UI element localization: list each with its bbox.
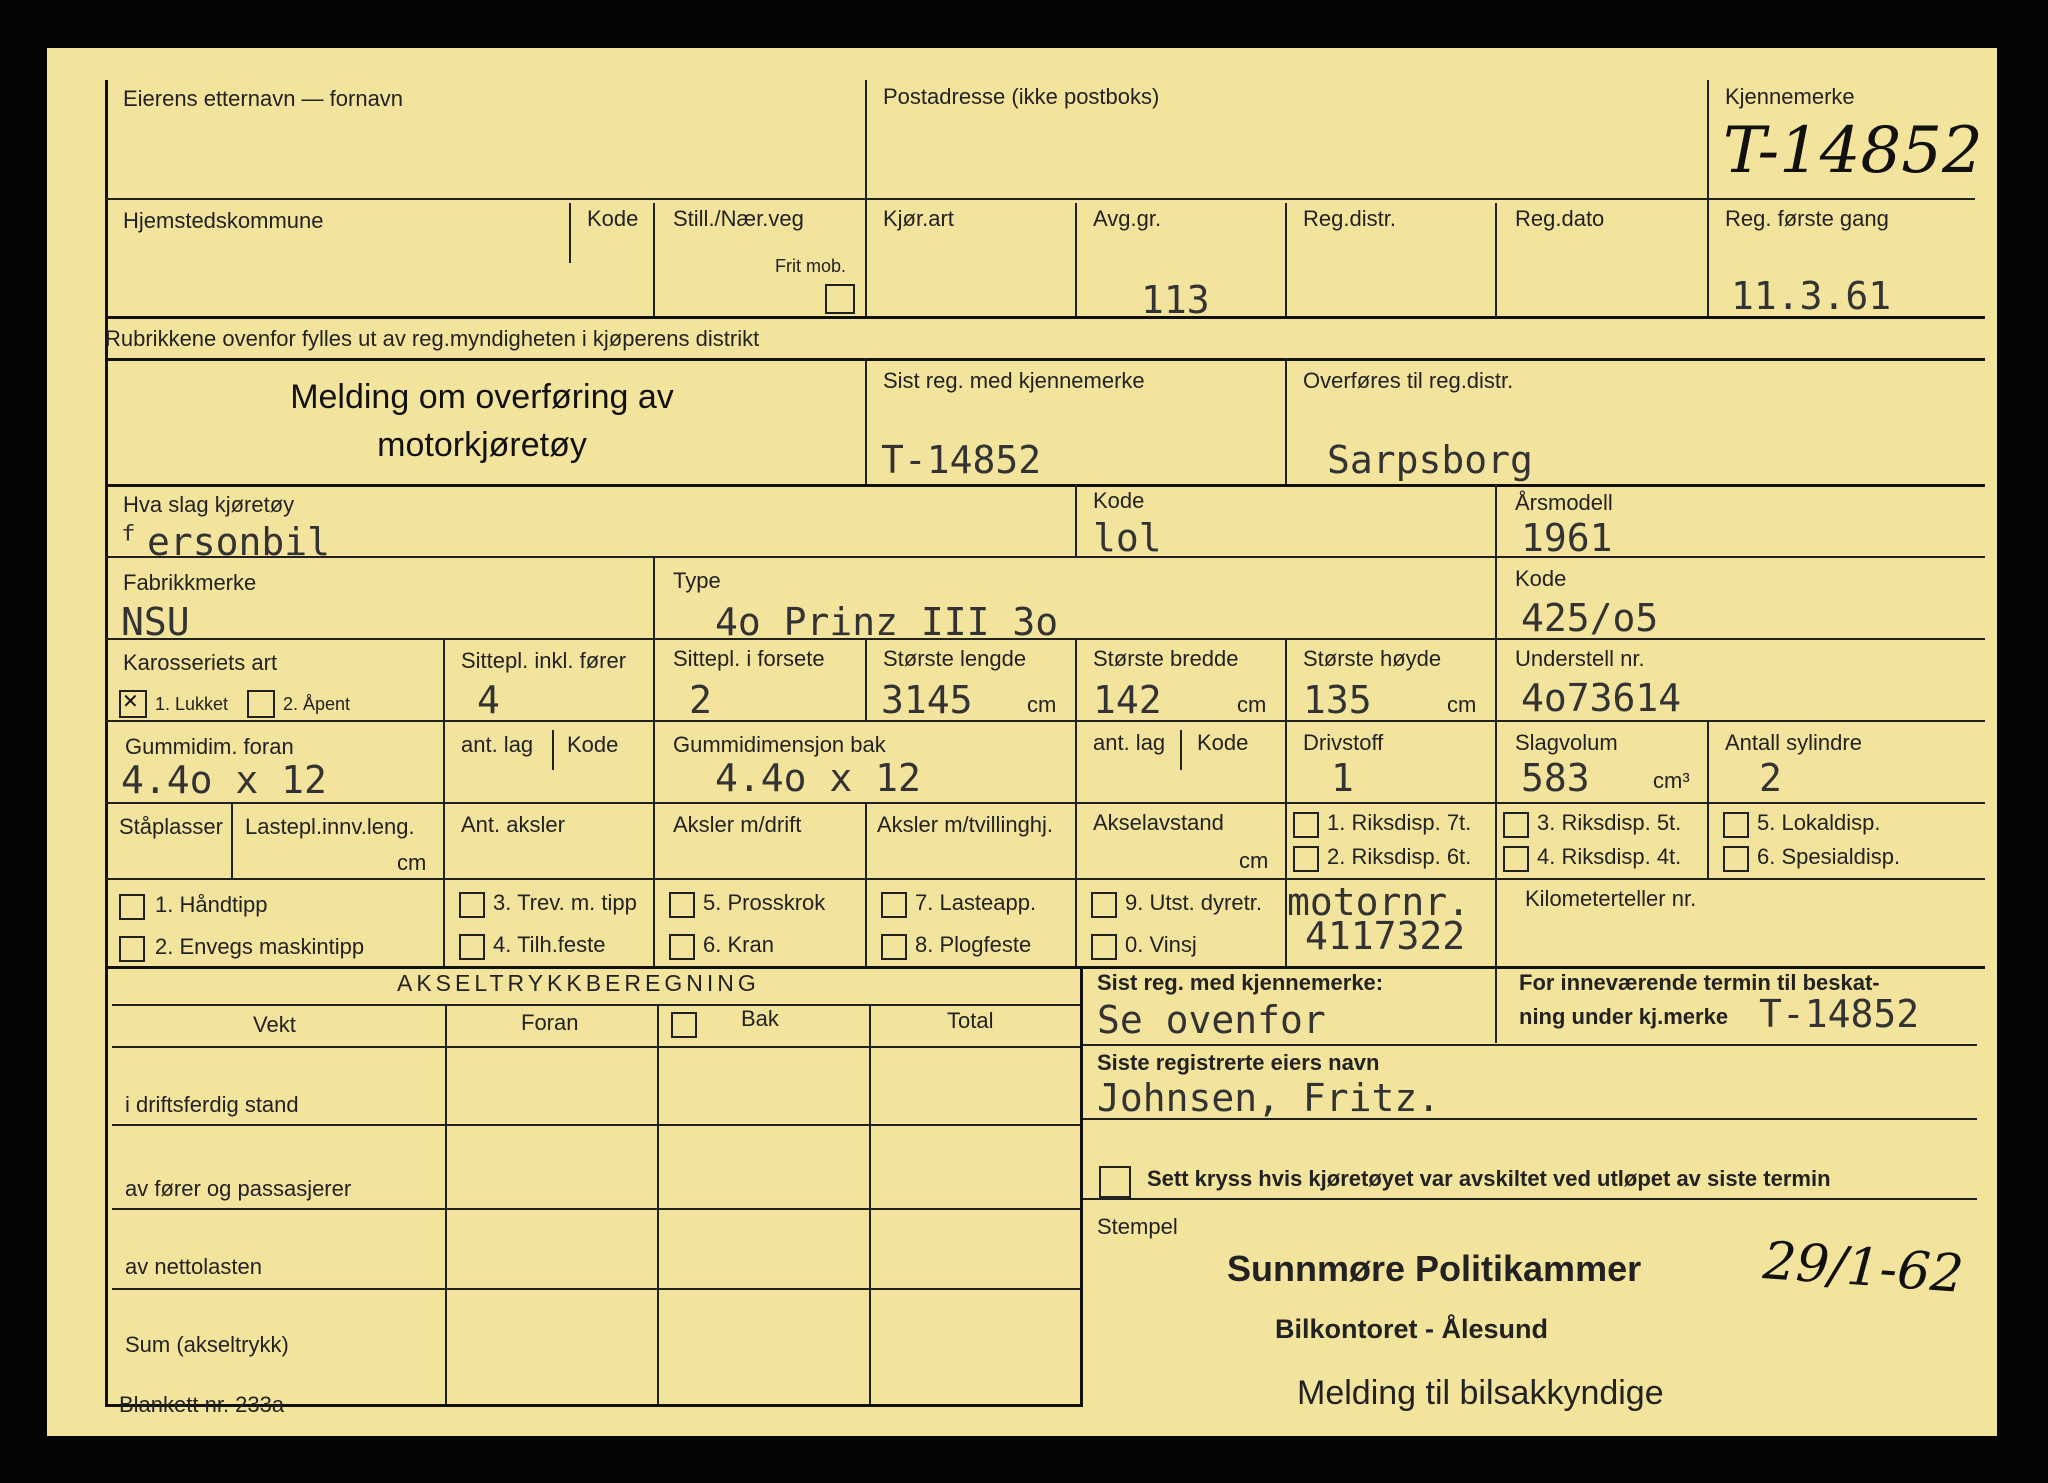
- divider: [443, 802, 445, 878]
- divider: [653, 203, 655, 316]
- total-header: Total: [947, 1008, 994, 1033]
- divider: [865, 638, 867, 720]
- rear-tire-value: 4.4o x 12: [715, 756, 921, 800]
- tax-group-label: Avg.gr.: [1093, 206, 1162, 231]
- divider: [231, 802, 233, 878]
- kran-label: 6. Kran: [703, 932, 774, 957]
- utst-dyretr-checkbox[interactable]: [1091, 892, 1117, 918]
- divider: [1075, 484, 1077, 556]
- instructions-note: Rubrikkene ovenfor fylles ut av reg.myndigheten i kjøperens distrikt: [105, 326, 760, 351]
- frit-mob-label: Frit mob.: [775, 256, 847, 276]
- divider: [112, 1124, 1080, 1126]
- plogfeste-label: 8. Plogfeste: [915, 932, 1032, 957]
- last-owner-label: Siste registrerte eiers navn: [1097, 1050, 1380, 1075]
- cylinders-value: 2: [1759, 756, 1782, 800]
- divider: [569, 203, 571, 263]
- closed-body-label: 1. Lukket: [155, 694, 229, 714]
- lasteapp-label: 7. Lasteapp.: [915, 890, 1037, 915]
- driven-axles-label: Aksler m/drift: [673, 812, 802, 837]
- divider: [105, 484, 1985, 487]
- odometer-label: Kilometerteller nr.: [1525, 886, 1697, 911]
- position-label: Still./Nær.veg: [673, 206, 804, 231]
- fuel-label: Drivstoff: [1303, 730, 1384, 755]
- divider: [105, 966, 1985, 969]
- envegs-maskintipp-label: 2. Envegs maskintipp: [155, 934, 365, 959]
- height-label: Største høyde: [1303, 646, 1442, 671]
- divider: [657, 1006, 659, 1404]
- municipality-code-label: Kode: [587, 206, 639, 231]
- stamp-label: Stempel: [1097, 1214, 1178, 1239]
- divider: [865, 358, 867, 484]
- divider: [105, 556, 1985, 558]
- divider: [653, 802, 655, 878]
- type-code-label: Kode: [1515, 566, 1567, 591]
- divider: [653, 638, 655, 720]
- motor-number-label: motornr.: [1287, 880, 1471, 924]
- divider: [105, 878, 1985, 880]
- divider: [1495, 720, 1497, 802]
- seats-label: Sittepl. inkl. fører: [461, 648, 627, 673]
- divider: [1083, 1044, 1977, 1046]
- divider: [1075, 802, 1077, 878]
- chassis-label: Understell nr.: [1515, 646, 1645, 671]
- load-length-label: Lastepl.innv.leng.: [245, 814, 415, 839]
- rear-ant-lag-label: ant. lag: [1093, 730, 1166, 755]
- divider: [105, 316, 1985, 319]
- divider: [653, 720, 655, 802]
- envegs-maskintipp-checkbox[interactable]: [119, 936, 145, 962]
- divider: [653, 556, 655, 638]
- tilh-feste-label: 4. Tilh.feste: [493, 932, 606, 957]
- front-tire-value: 4.4o x 12: [121, 758, 327, 802]
- vehicle-kind-code-value: lol: [1093, 516, 1162, 560]
- divider: [105, 802, 1985, 804]
- divider: [1707, 80, 1709, 316]
- divider: [1707, 802, 1709, 878]
- load-length-unit: cm: [397, 850, 427, 875]
- divider: [865, 802, 867, 878]
- divider: [1075, 720, 1077, 802]
- reg-mark-label: Kjennemerke: [1725, 84, 1855, 109]
- trev-tipp-checkbox[interactable]: [459, 892, 485, 918]
- riksdisp-7t-label: 1. Riksdisp. 7t.: [1327, 810, 1472, 835]
- left-border: [105, 80, 108, 993]
- divider: [1285, 203, 1287, 316]
- vehicle-kind-prefix: ᶠ: [117, 518, 140, 562]
- tax-term-value: T-14852: [1759, 992, 1920, 1036]
- transfer-to-label: Overføres til reg.distr.: [1303, 368, 1514, 393]
- model-year-label: Årsmodell: [1515, 490, 1613, 515]
- front-seats-value: 2: [689, 678, 712, 722]
- reg-mark-handwritten: T-14852: [1723, 114, 1983, 188]
- vinsj-checkbox[interactable]: [1091, 934, 1117, 960]
- front-tire-code-label: Kode: [567, 732, 619, 757]
- tax-term-label-line1: For inneværende termin til beskat-: [1519, 970, 1880, 995]
- reg-district-label: Reg.distr.: [1303, 206, 1396, 231]
- divider: [105, 358, 1985, 361]
- divider: [112, 1046, 1080, 1048]
- riksdisp-6t-label: 2. Riksdisp. 6t.: [1327, 844, 1472, 869]
- vehicle-kind-value: ersonbil: [147, 520, 331, 564]
- front-seats-label: Sittepl. i forsete: [673, 646, 825, 671]
- form-title-line1: Melding om overføring av: [290, 378, 674, 416]
- divider: [865, 878, 867, 966]
- drive-type-label: Kjør.art: [883, 206, 954, 231]
- last-reg-mark2-value: Se ovenfor: [1097, 998, 1326, 1042]
- model-year-value: 1961: [1521, 516, 1613, 560]
- axle-load-title: AKSELTRYKKBEREGNING: [397, 970, 760, 996]
- handtipp-checkbox[interactable]: [119, 894, 145, 920]
- divider: [443, 878, 445, 966]
- divider: [443, 638, 445, 720]
- length-label: Største lengde: [883, 646, 1027, 671]
- twin-axles-label: Aksler m/tvillinghj.: [877, 812, 1054, 837]
- wheelbase-unit: cm: [1239, 848, 1269, 873]
- first-reg-value: 11.3.61: [1731, 274, 1892, 318]
- home-municipality-label: Hjemstedskommune: [123, 208, 324, 233]
- divider: [1075, 203, 1077, 316]
- divider: [1495, 203, 1497, 316]
- open-body-label: 2. Åpent: [283, 694, 351, 714]
- riksdisp-6t-checkbox[interactable]: [1293, 846, 1319, 872]
- fuel-value: 1: [1331, 756, 1354, 800]
- divider: [552, 730, 554, 770]
- deregistered-checkbox[interactable]: [1099, 1166, 1131, 1198]
- owner-name-label: Eierens etternavn — fornavn: [123, 86, 404, 111]
- displacement-value: 583: [1521, 756, 1590, 800]
- make-label: Fabrikkmerke: [123, 570, 257, 595]
- utst-dyretr-label: 9. Utst. dyretr.: [1125, 890, 1262, 915]
- divider: [105, 720, 1985, 722]
- lasteapp-checkbox[interactable]: [881, 892, 907, 918]
- spesialdisp-checkbox[interactable]: [1723, 846, 1749, 872]
- riksdisp-7t-checkbox[interactable]: [1293, 812, 1319, 838]
- first-reg-label: Reg. første gang: [1725, 206, 1889, 231]
- body-type-label: Karosseriets art: [123, 650, 278, 675]
- length-unit: cm: [1027, 692, 1057, 717]
- handtipp-label: 1. Håndtipp: [155, 892, 268, 917]
- type-value: 4o Prinz III 3o: [715, 600, 1059, 644]
- standing-label: Ståplasser: [119, 814, 223, 839]
- displacement-label: Slagvolum: [1515, 730, 1618, 755]
- stamp-line1: Sunnmøre Politikammer: [1227, 1248, 1642, 1289]
- riksdisp-5t-label: 3. Riksdisp. 5t.: [1537, 810, 1682, 835]
- divider: [1495, 968, 1497, 1043]
- divider: [443, 720, 445, 802]
- prosskrok-label: 5. Prosskrok: [703, 890, 826, 915]
- divider: [1075, 878, 1077, 966]
- width-unit: cm: [1237, 692, 1267, 717]
- table-row-label: i driftsferdig stand: [125, 1092, 299, 1117]
- front-tire-label: Gummidim. foran: [125, 734, 294, 759]
- kran-checkbox[interactable]: [669, 934, 695, 960]
- stamp-line2: Bilkontoret - Ålesund: [1275, 1314, 1549, 1344]
- divider: [1495, 878, 1497, 966]
- divider: [1495, 802, 1497, 878]
- cylinders-label: Antall sylindre: [1725, 730, 1862, 755]
- transfer-to-value: Sarpsborg: [1327, 438, 1533, 482]
- length-value: 3145: [881, 678, 973, 722]
- riksdisp-4t-label: 4. Riksdisp. 4t.: [1537, 844, 1682, 869]
- spesialdisp-label: 6. Spesialdisp.: [1757, 844, 1901, 869]
- type-code-value: 425/o5: [1521, 596, 1659, 640]
- plogfeste-checkbox[interactable]: [881, 934, 907, 960]
- lokaldisp-label: 5. Lokaldisp.: [1757, 810, 1881, 835]
- height-value: 135: [1303, 678, 1372, 722]
- divider: [1285, 638, 1287, 720]
- last-owner-value: Johnsen, Fritz.: [1097, 1076, 1441, 1120]
- divider: [112, 1004, 1080, 1006]
- tilh-feste-checkbox[interactable]: [459, 934, 485, 960]
- divider: [653, 878, 655, 966]
- front-ant-lag-label: ant. lag: [461, 732, 534, 757]
- last-reg-mark-value: T-14852: [881, 438, 1042, 482]
- vehicle-kind-code-label: Kode: [1093, 488, 1145, 513]
- divider: [1707, 720, 1709, 802]
- riksdisp-5t-checkbox[interactable]: [1503, 812, 1529, 838]
- tax-group-value: 113: [1141, 278, 1210, 322]
- frit-mob-checkbox[interactable]: [825, 284, 855, 314]
- front-header: Foran: [521, 1010, 579, 1035]
- divider: [1495, 484, 1497, 638]
- vinsj-label: 0. Vinsj: [1125, 932, 1197, 957]
- wheelbase-label: Akselavstand: [1093, 810, 1224, 835]
- form-number: Blankett nr. 233a: [119, 1392, 285, 1417]
- reg-date-label: Reg.dato: [1515, 206, 1605, 231]
- prosskrok-checkbox[interactable]: [669, 892, 695, 918]
- postal-address-label: Postadresse (ikke postboks): [883, 84, 1160, 109]
- deregistered-label: Sett kryss hvis kjøretøyet var avskiltet ved utløpet av siste termin: [1147, 1166, 1831, 1191]
- trev-tipp-label: 3. Trev. m. tipp: [493, 890, 637, 915]
- divider: [1495, 638, 1497, 720]
- lokaldisp-checkbox[interactable]: [1723, 812, 1749, 838]
- divider: [1083, 1198, 1977, 1200]
- tax-term-label-line2: ning under kj.merke: [1519, 1004, 1729, 1029]
- divider: [1285, 802, 1287, 878]
- divider: [865, 80, 867, 316]
- rear-header: Bak: [741, 1006, 779, 1031]
- riksdisp-4t-checkbox[interactable]: [1503, 846, 1529, 872]
- vehicle-kind-label: Hva slag kjøretøy: [123, 492, 295, 517]
- num-axles-label: Ant. aksler: [461, 812, 565, 837]
- divider: [1285, 358, 1287, 484]
- last-reg-mark2-label: Sist reg. med kjennemerke:: [1097, 970, 1384, 995]
- open-body-checkbox[interactable]: [247, 690, 275, 718]
- width-label: Største bredde: [1093, 646, 1239, 671]
- registration-card: [47, 48, 1997, 1436]
- chassis-value: 4o73614: [1521, 676, 1682, 720]
- last-reg-mark-label: Sist reg. med kjennemerke: [883, 368, 1145, 393]
- divider: [1080, 966, 1083, 1406]
- seats-value: 4: [477, 678, 500, 722]
- height-unit: cm: [1447, 692, 1477, 717]
- table-row-label: av nettolasten: [125, 1254, 262, 1279]
- motor-number-value: 4117322: [1305, 914, 1466, 958]
- weight-header: Vekt: [253, 1012, 296, 1037]
- stamp-date: 29/1-62: [1761, 1231, 1966, 1305]
- divider: [1180, 730, 1182, 770]
- divider: [112, 1288, 1080, 1290]
- form-title-line2: motorkjøretøy: [377, 426, 587, 464]
- divider: [105, 198, 1975, 200]
- rear-tire-label: Gummidimensjon bak: [673, 732, 886, 757]
- rear-checkbox[interactable]: [671, 1012, 697, 1038]
- width-value: 142: [1093, 678, 1162, 722]
- divider: [1285, 720, 1287, 802]
- displacement-unit: cm³: [1653, 768, 1690, 793]
- recipient: Melding til bilsakkyndige: [1297, 1374, 1664, 1412]
- make-value: NSU: [121, 600, 190, 644]
- divider: [869, 1006, 871, 1404]
- rear-tire-code-label: Kode: [1197, 730, 1249, 755]
- type-label: Type: [673, 568, 721, 593]
- table-row-label: Sum (akseltrykk): [125, 1332, 289, 1357]
- divider: [1075, 638, 1077, 720]
- divider: [105, 966, 108, 1406]
- closed-body-checkbox[interactable]: [119, 690, 147, 718]
- divider: [445, 1006, 447, 1404]
- divider: [112, 1208, 1080, 1210]
- table-row-label: av fører og passasjerer: [125, 1176, 352, 1201]
